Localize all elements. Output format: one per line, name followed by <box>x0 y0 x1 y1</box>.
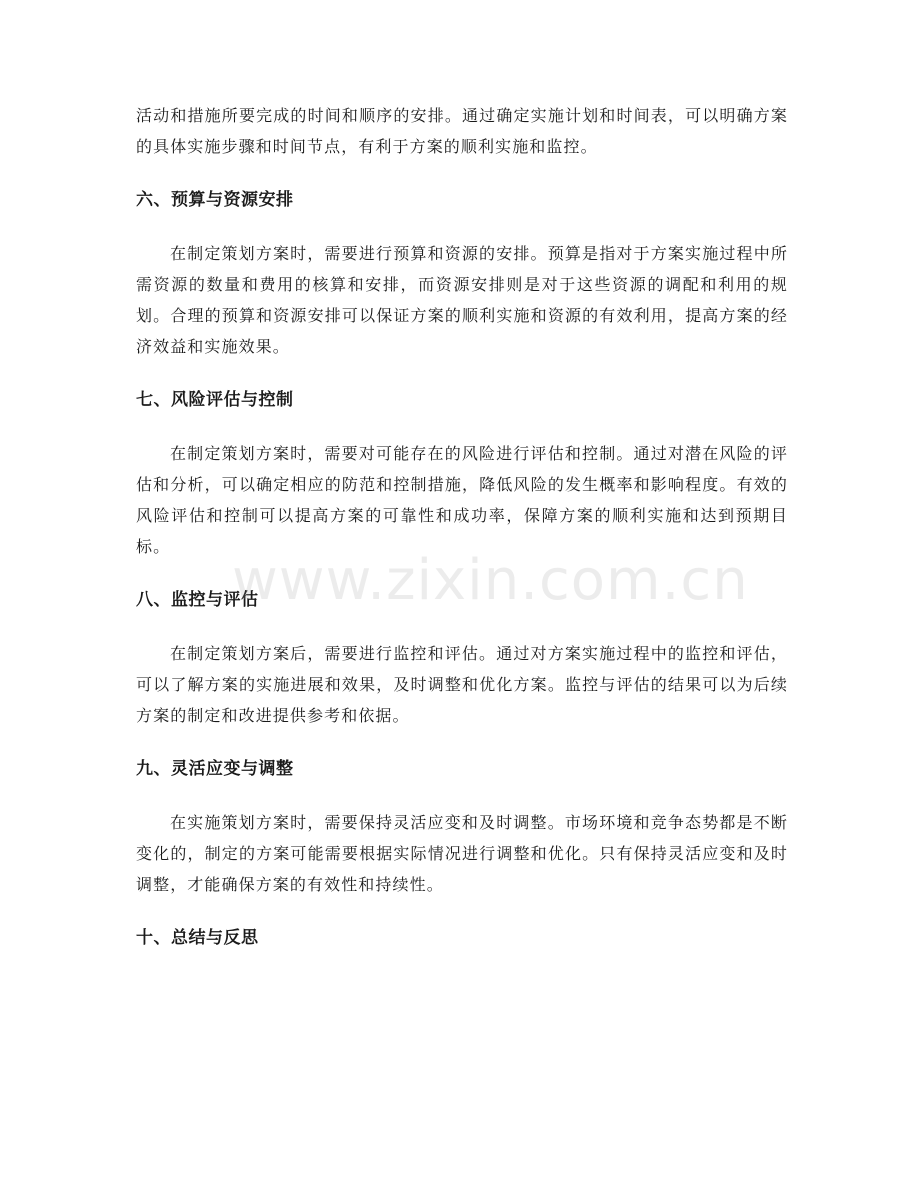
section-body-8: 在制定策划方案后，需要进行监控和评估。通过对方案实施过程中的监控和评估，可以了解方案的实施进展和效果，及时调整和优化方案。监控与评估的结果可以为后续方案的制定和改进提供参考和依据。 <box>136 644 788 725</box>
spacer <box>136 900 788 923</box>
intro-paragraph: 活动和措施所要完成的时间和顺序的安排。通过确定实施计划和时间表，可以明确方案的具体实施步骤和时间节点，有利于方案的顺利实施和监控。 <box>136 106 788 156</box>
document-content <box>136 100 788 954</box>
spacer <box>136 162 788 185</box>
section-heading-7: 七、风险评估与控制 <box>136 390 294 410</box>
spacer <box>136 562 788 585</box>
spacer <box>136 731 788 754</box>
section-body-7: 在制定策划方案时，需要对可能存在的风险进行评估和控制。通过对潜在风险的评估和分析，可以确定相应的防范和控制措施，降低风险的发生概率和影响程度。有效的风险评估和控制可以提高方案的可靠性和成功率，保障方案的顺利实施和达到预期目标。 <box>136 444 788 556</box>
watermark: www.zixin.com.cn <box>232 548 749 613</box>
section-heading-6: 六、预算与资源安排 <box>136 190 294 210</box>
section-heading-8: 八、监控与评估 <box>136 590 259 610</box>
spacer <box>136 416 788 438</box>
section-heading-10: 十、总结与反思 <box>136 928 259 948</box>
spacer <box>136 362 788 385</box>
spacer <box>136 216 788 238</box>
spacer <box>136 616 788 638</box>
section-body-9: 在实施策划方案时，需要保持灵活应变和及时调整。市场环境和竞争态势都是不断变化的，制定的方案可能需要根据实际情况进行调整和优化。只有保持灵活应变和及时调整，才能确保方案的有效性和持续性。 <box>136 813 788 894</box>
spacer <box>136 785 788 807</box>
section-heading-9: 九、灵活应变与调整 <box>136 759 294 779</box>
section-body-6: 在制定策划方案时，需要进行预算和资源的安排。预算是指对于方案实施过程中所需资源的数量和费用的核算和安排，而资源安排则是对于这些资源的调配和利用的规划。合理的预算和资源安排可以保证方案的顺利实施和资源的有效利用，提高方案的经济效益和实施效果。 <box>136 244 788 356</box>
